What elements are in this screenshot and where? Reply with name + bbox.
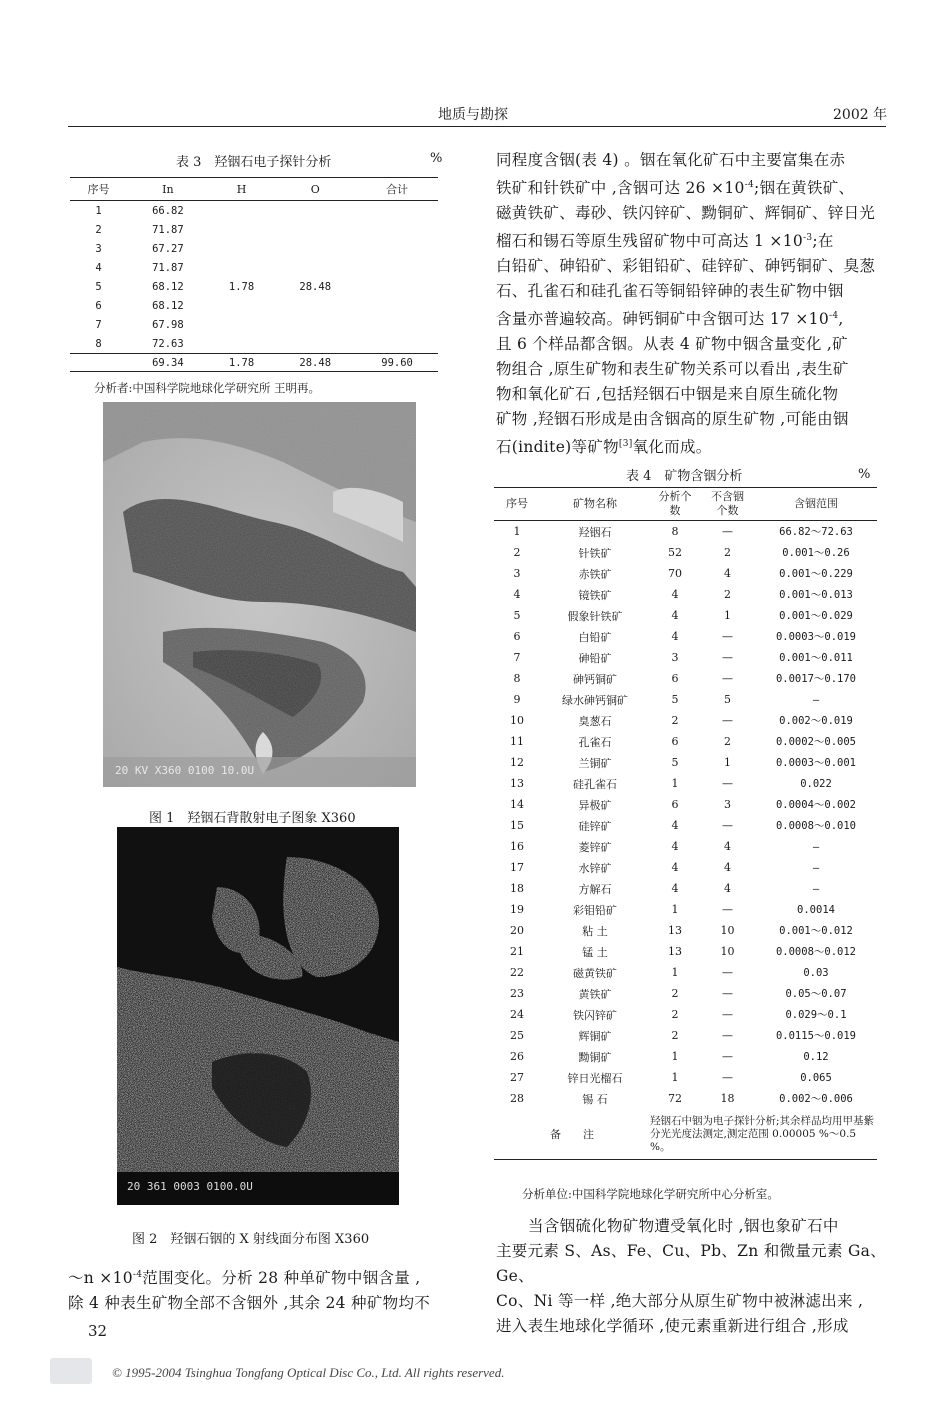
right-text-line: 同程度含铟(表 4) 。铟在氧化矿石中主要富集在赤 <box>496 151 846 169</box>
table4-cell: 0.0003～0.019 <box>775 631 857 643</box>
figure1-caption: 图 1 羟铟石背散射电子图象 X360 <box>149 811 356 826</box>
figure1-scale-text: 20 KV X360 0100 10.0U <box>115 764 255 777</box>
table3-row <box>70 201 438 221</box>
table3-cell: 5 <box>95 280 102 293</box>
table4-row <box>494 920 877 941</box>
table4-cell: 水锌矿 <box>578 861 612 875</box>
table4-cell: 10 <box>720 945 735 958</box>
table4-cell: 菱锌矿 <box>578 840 612 854</box>
table4-cell: 粘 土 <box>582 924 608 938</box>
right-body-text <box>496 148 891 461</box>
table4-cell: 锌日光榴石 <box>567 1071 623 1085</box>
table4-cell: 2 <box>513 546 521 559</box>
table3-row <box>70 296 438 315</box>
table4-cell: 0.001～0.012 <box>779 925 853 937</box>
table4-cell: 4 <box>671 882 679 895</box>
table3-cell <box>209 334 275 354</box>
table3-cell <box>209 296 275 315</box>
table3-cell <box>356 220 438 239</box>
figure2-xray-map <box>117 827 399 1205</box>
table4-cell: 6 <box>513 630 521 643</box>
table4-row <box>494 962 877 983</box>
table4-cell: 6 <box>671 798 679 811</box>
table4-row <box>494 794 877 815</box>
table4-cell: 10 <box>720 924 735 937</box>
table4-row <box>494 1004 877 1025</box>
table4-cell: 镜铁矿 <box>578 588 612 602</box>
table4-cell: 20 <box>510 924 524 937</box>
table4-cell: 0.0008～0.012 <box>775 946 857 958</box>
table4-cell: 5 <box>671 693 679 706</box>
table4-cell: 0.0014 <box>797 903 835 916</box>
table4-cell: 0.001～0.029 <box>779 610 853 622</box>
table4-row <box>494 857 877 878</box>
table4-cell: 8 <box>671 525 679 538</box>
table4-row <box>494 983 877 1004</box>
table4-cell: 0.065 <box>800 1071 832 1084</box>
right-text-line: 物和氧化矿石 ,包括羟铟石中铟是来自原生硫化物 <box>496 385 839 404</box>
table4-cell: 10 <box>510 714 524 727</box>
table4-cell: 25 <box>510 1029 524 1042</box>
table4-cell: 6 <box>671 672 679 685</box>
table4-cell: 0.001～0.011 <box>779 652 853 664</box>
table3-row <box>70 334 438 354</box>
table4-cell: 0.001～0.26 <box>782 547 850 559</box>
table4-caption: 表 4 矿物含铟分析 <box>626 469 743 484</box>
table4-cell: 18 <box>720 1092 735 1105</box>
table4-cell: 0.002～0.019 <box>779 715 853 727</box>
table4-cell: 22 <box>510 966 524 979</box>
table4-cell: 1 <box>671 777 679 790</box>
table3-summary-cell: 28.48 <box>274 354 356 372</box>
table3-cell <box>356 258 438 277</box>
table4-cell: 2 <box>671 1029 679 1042</box>
table4-cell: 24 <box>510 1008 524 1021</box>
table4-cell: — <box>812 882 820 895</box>
table3-summary-cell <box>70 354 127 372</box>
table4-cell: 磁黄铁矿 <box>573 966 617 980</box>
table4-cell: 赤铁矿 <box>578 567 612 581</box>
right-text-line: Co、Ni 等一样 ,绝大部分从原生矿物中被淋滤出来 , <box>496 1292 864 1310</box>
table4-header-cell: 含铟范围 <box>755 488 877 521</box>
table4-cell: 白铅矿 <box>578 630 612 644</box>
table4-cell: — <box>722 1071 733 1084</box>
table3-cell <box>274 258 356 277</box>
table3-cell: 67.27 <box>152 242 184 255</box>
table3-cell: 68.12 <box>152 280 184 293</box>
table4-cell: 针铁矿 <box>578 546 612 560</box>
table4-cell: — <box>722 987 733 1000</box>
table4-row <box>494 836 877 857</box>
table3-cell <box>356 315 438 334</box>
table4-cell: 3 <box>671 651 679 664</box>
table4-cell: 辉铜矿 <box>578 1029 612 1043</box>
table3-cell <box>274 315 356 334</box>
right-text-line: 磁黄铁矿、毒砂、铁闪锌矿、黝铜矿、辉铜矿、锌日光 <box>496 204 876 223</box>
table3-cell: 3 <box>95 242 102 255</box>
table4-cell: 1 <box>671 1071 679 1084</box>
left-text-line-1: ～n $\times 10^{-4}$范围变化。分析 28 种单矿物中铟含量 , <box>68 1269 421 1288</box>
table4-cell: 13 <box>668 924 682 937</box>
table3-header-cell: H <box>209 178 275 201</box>
header-rule <box>68 126 886 127</box>
table4-cell: 72 <box>668 1092 682 1105</box>
table3-cell <box>356 296 438 315</box>
table4-row <box>494 626 877 647</box>
table4-row <box>494 1088 877 1109</box>
figure1-bse-image <box>103 402 416 787</box>
table4-cell: — <box>812 861 820 874</box>
table4-cell: 3 <box>513 567 521 580</box>
table4-cell: 13 <box>510 777 524 790</box>
table4-cell: 4 <box>671 588 679 601</box>
table4-cell: 3 <box>724 798 731 811</box>
table4-cell: 0.05～0.07 <box>785 988 847 1000</box>
table4-cell: 2 <box>724 588 731 601</box>
table3-unit: % <box>430 151 443 166</box>
table4-cell: 11 <box>510 735 524 748</box>
table4-row <box>494 521 877 543</box>
right-text-line: 含量亦普遍较高。砷钙铜矿中含铟可达 $17 \times 10^{-4}$, <box>496 310 844 329</box>
table4-cell: 0.0004～0.002 <box>775 799 857 811</box>
table3-cell <box>209 239 275 258</box>
table4-cell: 13 <box>668 945 682 958</box>
table3-cell <box>274 201 356 221</box>
table3-cell <box>274 239 356 258</box>
footer-copyright: © 1995-2004 Tsinghua Tongfang Optical Disc Co., Ltd. All rights reserved. <box>112 1365 505 1380</box>
figure2-image <box>117 827 399 1205</box>
table4-cell: — <box>722 966 733 979</box>
table3 <box>70 177 438 372</box>
table4-cell: 0.0003～0.001 <box>775 757 857 769</box>
table3-cell: 68.12 <box>152 299 184 312</box>
table4-unit-note: 分析单位:中国科学院地球化学研究所中心分析室。 <box>522 1187 779 1201</box>
table4-row <box>494 878 877 899</box>
table3-cell: 8 <box>95 337 102 350</box>
table3-row <box>70 239 438 258</box>
table4-cell: 孔雀石 <box>578 735 612 749</box>
running-header-journal: 地质与勘探 <box>438 107 508 123</box>
table4-cell: 0.0002～0.005 <box>775 736 857 748</box>
table4-cell: 锰 土 <box>582 945 608 959</box>
table4-cell: 0.001～0.229 <box>779 568 853 580</box>
table4-cell: 假象针铁矿 <box>567 609 623 623</box>
right-text-line: 石(indite)等矿物[3]氧化而成。 <box>496 438 712 457</box>
table3-cell: 67.98 <box>152 318 184 331</box>
table4-cell: 4 <box>671 840 679 853</box>
table4-row <box>494 941 877 962</box>
table4-cell: 18 <box>510 882 524 895</box>
table4-cell: 方解石 <box>578 882 612 896</box>
table4-cell: 2 <box>671 1008 679 1021</box>
table4-cell: 26 <box>510 1050 524 1063</box>
table4-cell: 4 <box>513 588 521 601</box>
table4-cell: 绿水砷钙铜矿 <box>562 693 628 707</box>
table4-cell: 兰铜矿 <box>578 756 612 770</box>
table4-cell: 2 <box>671 714 679 727</box>
table3-cell: 1.78 <box>228 280 255 293</box>
table4-header-cell: 矿物名称 <box>540 488 650 521</box>
table4-cell: — <box>722 1008 733 1021</box>
table4-cell: — <box>722 714 733 727</box>
table4-cell: — <box>722 1050 733 1063</box>
right-text-line: 当含铟硫化物矿物遭受氧化时 ,铟也象矿石中 <box>528 1217 839 1235</box>
table3-cell <box>274 296 356 315</box>
table4-cell: 锡 石 <box>582 1092 608 1106</box>
table4-cell: 66.82～72.63 <box>779 526 853 538</box>
table4-cell: 5 <box>671 756 679 769</box>
table4-cell: 1 <box>724 756 731 769</box>
table4-row <box>494 668 877 689</box>
table3-cell: 7 <box>95 318 102 331</box>
table4-cell: 0.022 <box>800 777 832 790</box>
right-text-line: 石、孔雀石和硅孔雀石等铜铅锌砷的表生矿物中铟 <box>496 282 844 301</box>
footer-logo-icon <box>50 1358 92 1384</box>
table4-cell: 0.0017～0.170 <box>775 673 857 685</box>
table3-row <box>70 277 438 296</box>
table4-cell: 52 <box>668 546 682 559</box>
table4-cell: 1 <box>513 525 521 538</box>
table4-row <box>494 563 877 584</box>
table4-header-cell: 分析个数 <box>650 488 700 521</box>
table3-analyst-note: 分析者:中国科学院地球化学研究所 王明再。 <box>94 381 321 395</box>
table3-summary-cell: 1.78 <box>209 354 275 372</box>
table4-cell: 1 <box>724 609 731 622</box>
table4-unit: % <box>858 467 871 482</box>
table4-cell: — <box>722 1029 733 1042</box>
right-text-line: 榴石和锡石等原生残留矿物中可高达 $1 \times 10^{-3}$;在 <box>496 232 834 251</box>
table3-cell <box>356 239 438 258</box>
table4 <box>494 487 877 1160</box>
right-text-line: 物组合 ,原生矿物和表生矿物关系可以看出 ,表生矿 <box>496 360 849 379</box>
table3-cell <box>274 334 356 354</box>
table4-cell: — <box>722 651 733 664</box>
table4-row <box>494 710 877 731</box>
right-text-line: 矿物 ,羟铟石形成是由含铟高的原生矿物 ,可能由铟 <box>496 410 849 429</box>
table3-cell <box>356 201 438 221</box>
figure2-scale-text: 20 361 0003 0100.0U <box>127 1180 253 1193</box>
table4-cell: 19 <box>510 903 524 916</box>
running-header-year: 2002 年 <box>833 107 888 123</box>
table4-row <box>494 773 877 794</box>
table4-cell: 黄铁矿 <box>578 987 612 1001</box>
table4-header-cell: 不含铟个数 <box>700 488 755 521</box>
table4-row <box>494 1046 877 1067</box>
table4-cell: 0.0115～0.019 <box>775 1030 857 1042</box>
table3-cell: 72.63 <box>152 337 184 350</box>
table4-cell: 4 <box>671 819 679 832</box>
figure2-caption: 图 2 羟铟石铟的 X 射线面分布图 X360 <box>132 1232 370 1247</box>
table4-cell: 16 <box>510 840 524 853</box>
table3-cell: 71.87 <box>152 223 184 236</box>
table4-row <box>494 815 877 836</box>
table4-cell: — <box>812 693 820 706</box>
table4-cell: 4 <box>671 861 679 874</box>
table4-cell: — <box>722 525 733 538</box>
table4-cell: 27 <box>510 1071 524 1084</box>
table4-cell: 0.001～0.013 <box>779 589 853 601</box>
table3-cell: 1 <box>95 204 102 217</box>
table4-row <box>494 605 877 626</box>
table4-remark-label: 备 注 <box>494 1109 650 1160</box>
table3-header-cell: 序号 <box>70 178 127 201</box>
table4-cell: 硅孔雀石 <box>573 777 617 791</box>
table3-summary-row <box>70 354 438 372</box>
table4-cell: 0.002～0.006 <box>779 1093 853 1105</box>
table4-cell: 彩钼铅矿 <box>573 903 617 917</box>
table4-row <box>494 542 877 563</box>
table4-cell: 2 <box>724 735 731 748</box>
table4-cell: 28 <box>510 1092 524 1105</box>
table4-cell: 5 <box>724 693 731 706</box>
table4-cell: 15 <box>510 819 524 832</box>
table3-cell <box>356 277 438 296</box>
table4-cell: 羟铟石 <box>578 525 612 539</box>
table4-cell: 4 <box>671 609 679 622</box>
table4-row <box>494 584 877 605</box>
table4-cell: 7 <box>513 651 521 664</box>
table4-cell: 0.03 <box>803 966 829 979</box>
table4-row <box>494 1025 877 1046</box>
table3-header-cell: In <box>127 178 209 201</box>
right-text-line: 白铅矿、砷铅矿、彩钼铅矿、硅锌矿、砷钙铜矿、臭葱 <box>496 257 876 276</box>
table3-cell: 28.48 <box>299 280 332 293</box>
right-text-line: 且 6 个样品都含铟。从表 4 矿物中铟含量变化 ,矿 <box>496 335 848 354</box>
table4-row <box>494 1067 877 1088</box>
table4-cell: — <box>722 819 733 832</box>
table4-cell: 14 <box>510 798 524 811</box>
table3-header-cell: O <box>274 178 356 201</box>
page-number: 32 <box>88 1322 108 1340</box>
table4-remark-row <box>494 1109 877 1160</box>
table4-cell: 4 <box>724 882 731 895</box>
table4-cell: 异极矿 <box>578 798 612 812</box>
table4-cell: — <box>722 777 733 790</box>
table4-cell: 70 <box>668 567 682 580</box>
table4-cell: 2 <box>671 987 679 1000</box>
table3-cell <box>209 315 275 334</box>
table4-cell: 1 <box>671 903 679 916</box>
table4-cell: 2 <box>724 546 731 559</box>
table4-cell: 砷钙铜矿 <box>573 672 617 686</box>
table4-cell: 21 <box>510 945 524 958</box>
table3-cell: 71.87 <box>152 261 184 274</box>
table4-cell: 硅锌矿 <box>578 819 612 833</box>
table4-cell: 0.029～0.1 <box>785 1009 847 1021</box>
table3-cell <box>209 258 275 277</box>
table3-cell: 6 <box>95 299 102 312</box>
table4-cell: 砷铅矿 <box>578 651 612 665</box>
table4-cell: 0.12 <box>803 1050 829 1063</box>
table4-cell: 9 <box>513 693 521 706</box>
table4-cell: — <box>722 903 733 916</box>
table3-cell: 66.82 <box>152 204 184 217</box>
table3-cell: 2 <box>95 223 102 236</box>
table4-cell: 8 <box>513 672 521 685</box>
right-text-line: 进入表生地球化学循环 ,使元素重新进行组合 ,形成 <box>496 1317 849 1335</box>
table4-row <box>494 647 877 668</box>
table4-cell: — <box>722 630 733 643</box>
table4-cell: 12 <box>510 756 524 769</box>
table3-cell <box>356 334 438 354</box>
table4-row <box>494 752 877 773</box>
right-body-text-2 <box>496 1214 891 1339</box>
table3-cell <box>209 220 275 239</box>
table4-row <box>494 689 877 710</box>
table4-cell: 6 <box>671 735 679 748</box>
table4-remark-text: 羟铟石中铟为电子探针分析;其余样品均用甲基紫分光光度法测定,测定范围 0.00005 %～0.5 %。 <box>650 1109 877 1160</box>
table3-row <box>70 220 438 239</box>
table4-cell: — <box>722 672 733 685</box>
table4-cell: 黝铜矿 <box>578 1050 612 1064</box>
table3-summary-cell: 99.60 <box>356 354 438 372</box>
table4-cell: 4 <box>724 861 731 874</box>
table3-summary-cell: 69.34 <box>127 354 209 372</box>
table4-cell: 23 <box>510 987 524 1000</box>
table4-row <box>494 731 877 752</box>
table4-cell: 4 <box>724 567 731 580</box>
table4-cell: 4 <box>671 630 679 643</box>
table4-cell: 17 <box>510 861 524 874</box>
table3-header-cell: 合计 <box>356 178 438 201</box>
table3-row <box>70 258 438 277</box>
table3-row <box>70 315 438 334</box>
left-body-text <box>68 1263 453 1316</box>
table4-header-cell: 序号 <box>494 488 540 521</box>
table3-cell <box>274 220 356 239</box>
table4-cell: 臭葱石 <box>578 714 612 728</box>
table4-cell: 1 <box>671 966 679 979</box>
table4-cell: 5 <box>513 609 521 622</box>
table4-cell: — <box>812 840 820 853</box>
table4-cell: 0.0008～0.010 <box>775 820 857 832</box>
table4-cell: 1 <box>671 1050 679 1063</box>
table3-cell <box>209 201 275 221</box>
table4-cell: 铁闪锌矿 <box>573 1008 617 1022</box>
right-text-line: 主要元素 S、As、Fe、Cu、Pb、Zn 和微量元素 Ga、Ge、 <box>496 1242 886 1285</box>
right-text-line: 铁矿和针铁矿中 ,含铟可达 $26 \times 10^{-4}$;铟在黄铁矿、 <box>496 179 855 198</box>
left-text-line-2: 除 4 种表生矿物全部不含铟外 ,其余 24 种矿物均不 <box>68 1294 431 1313</box>
table3-caption: 表 3 羟铟石电子探针分析 <box>176 155 332 170</box>
table4-row <box>494 899 877 920</box>
table4-cell: 4 <box>724 840 731 853</box>
figure1-image <box>103 402 416 787</box>
table3-cell: 4 <box>95 261 102 274</box>
